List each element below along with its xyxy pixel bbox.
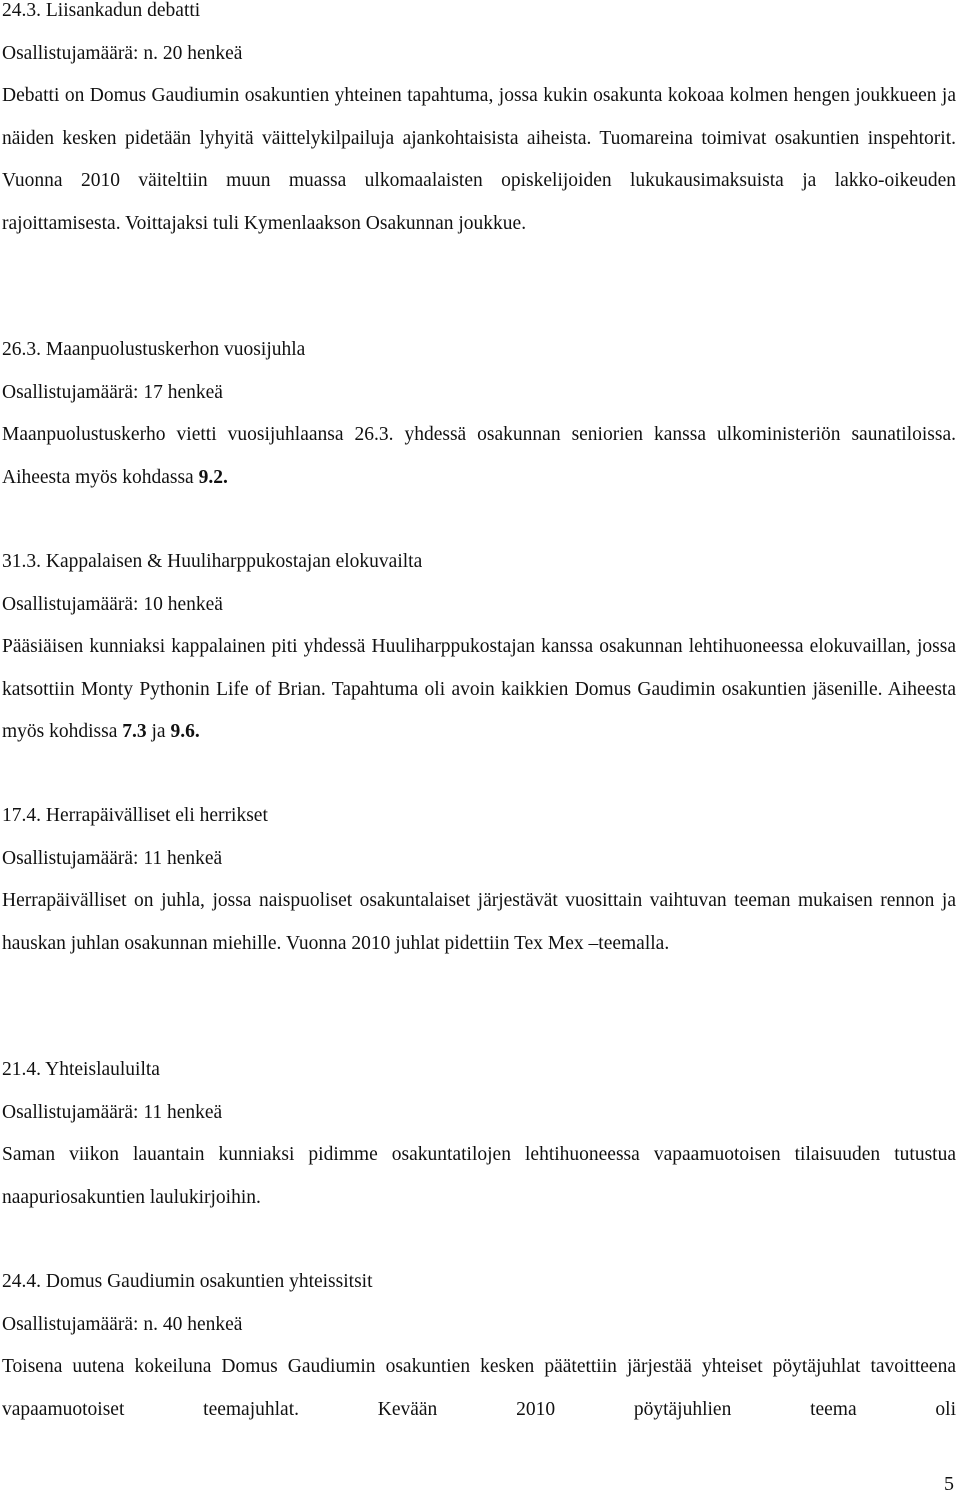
event-heading: 31.3. Kappalaisen & Huuliharppukostajan elokuvailta: [2, 551, 423, 572]
participant-count: Osallistujamäärä: 10 henkeä: [2, 593, 223, 615]
event-heading: 17.4. Herrapäivälliset eli herrikset: [2, 805, 268, 826]
event-section-yhteissitsit: [2, 1261, 956, 1431]
reference-connector: ja: [146, 721, 171, 742]
event-description: [2, 414, 956, 499]
event-section-elokuvailta: [2, 541, 956, 754]
event-description: Saman viikon lauantain kunniaksi pidimme osakuntatilojen lehtihuoneessa vapaamuotoisen tilaisuuden tutustua naapuriosakuntien laulukirjoihin.: [2, 1144, 956, 1208]
participant-count: Osallistujamäärä: n. 40 henkeä: [2, 1313, 243, 1335]
event-description: [2, 626, 956, 754]
event-heading: 24.3. Liisankadun debatti: [2, 0, 201, 21]
section-reference: 7.3: [122, 721, 147, 742]
page-number: 5: [944, 1473, 954, 1495]
participant-count: Osallistujamäärä: 11 henkeä: [2, 1101, 223, 1123]
event-section-yhteislauluilta: [2, 1049, 956, 1219]
event-description-text: Maanpuolustuskerho vietti vuosijuhlaansa 26.3. yhdessä osakunnan seniorien kanssa ulkoministeriön saunatiloissa. Aiheesta myös kohdassa: [2, 424, 956, 488]
event-heading: 24.4. Domus Gaudiumin osakuntien yhteissitsit: [2, 1271, 373, 1292]
event-heading: 21.4. Yhteislauluilta: [2, 1059, 160, 1080]
participant-count: Osallistujamäärä: n. 20 henkeä: [2, 42, 243, 64]
event-description: Debatti on Domus Gaudiumin osakuntien yhteinen tapahtuma, jossa kukin osakunta kokoaa kolmen hengen joukkueen ja näiden kesken pidetään lyhyitä väittelykilpailuja ajankohtaisista aiheista. Tuomareina toimivat osakuntien inspehtorit. Vuonna 2010 väiteltiin muun muassa ulkomaalaisten opiskelijoiden lukukausimaksuista ja lakko-oikeuden rajoittamisesta. Voittajaksi tuli Kymenlaakson Osakunnan joukkue.: [2, 85, 956, 234]
event-section-herrapaivalliset: [2, 795, 956, 965]
section-reference: 9.6.: [170, 721, 200, 742]
participant-count: Osallistujamäärä: 11 henkeä: [2, 847, 223, 869]
event-description: Toisena uutena kokeiluna Domus Gaudiumin osakuntien kesken päätettiin järjestää yhteiset pöytäjuhlat tavoitteena vapaamuotoiset teemajuhlat. Kevään 2010 pöytäjuhlien teema oli: [2, 1356, 956, 1420]
event-description-text: Pääsiäisen kunniaksi kappalainen piti yhdessä Huuliharppukostajan kanssa osakunnan lehtihuoneessa elokuvaillan, jossa katsottiin Monty Pythonin Life of Brian. Tapahtuma oli avoin kaikkien Domus Gaudimin osakuntien jäsenille. Aiheesta myös kohdissa: [2, 636, 956, 742]
participant-count: Osallistujamäärä: 17 henkeä: [2, 381, 223, 403]
event-section-maanpuolustuskerhon-vuosijuhla: [2, 329, 956, 499]
event-description: Herrapäivälliset on juhla, jossa naispuoliset osakuntalaiset järjestävät vuosittain vaihtuvan teeman mukaisen rennon ja hauskan juhlan osakunnan miehille. Vuonna 2010 juhlat pidettiin Tex Mex –teemalla.: [2, 890, 956, 954]
event-heading: 26.3. Maanpuolustuskerhon vuosijuhla: [2, 339, 306, 360]
section-reference: 9.2.: [198, 466, 228, 488]
event-section-liisankadun-debatti: [2, 0, 956, 245]
